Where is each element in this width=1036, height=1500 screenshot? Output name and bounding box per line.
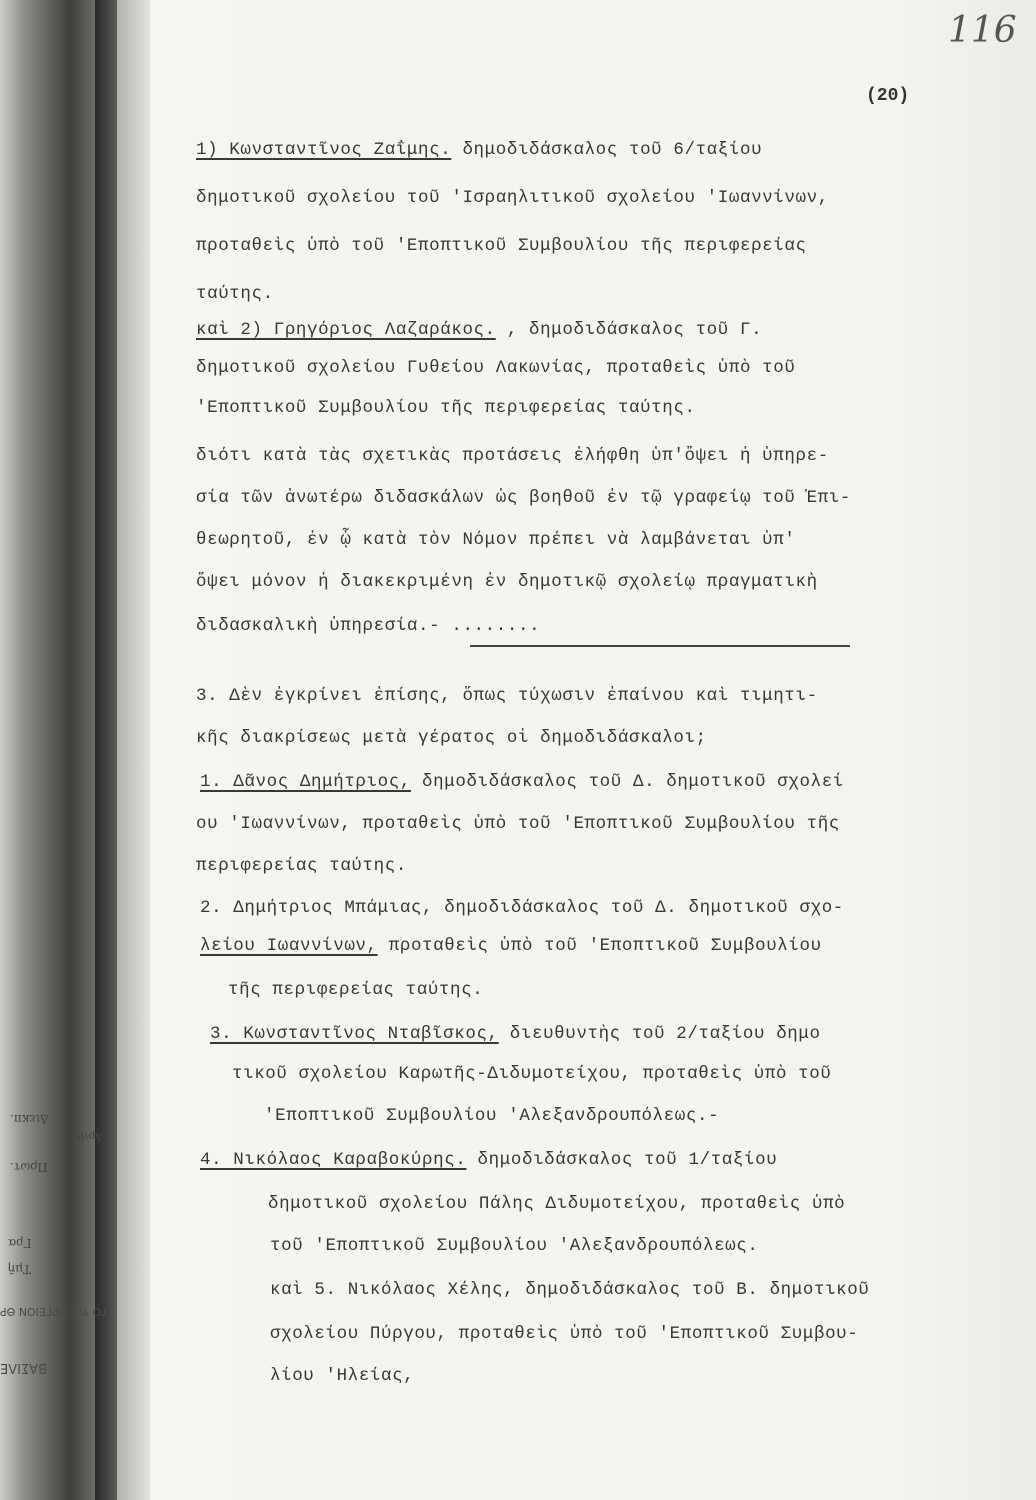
text-line: 4. Νικόλαος Καραβοκύρης. δημοδιδάσκαλος τοῦ 1/ταξίου	[200, 1150, 778, 1170]
text-line: λίου 'Ηλείας,	[270, 1366, 415, 1386]
text-line: 3. Δὲν ἐγκρίνει ἐπίσης, ὅπως τύχωσιν ἐπαίνου καὶ τιμητι-	[196, 686, 818, 706]
spine-bracket-2: Πρωτ.	[10, 1160, 48, 1174]
text-line: διότι κατὰ τὰς σχετικὰς προτάσεις ἐλήφθη ὑπ'ὄψει ἡ ὑπηρε-	[196, 446, 829, 466]
separator-rule	[470, 645, 850, 647]
text-line: 1. Δᾶνος Δημήτριος, δημοδιδάσκαλος τοῦ Δ. δημοτικοῦ σχολεί	[200, 772, 844, 792]
spine-side-text-1: Τμῆ	[8, 1262, 31, 1276]
text-line: διδασκαλικὴ ὑπηρεσία.- ........	[196, 616, 541, 636]
text-line: 'Εποπτικοῦ Συμβουλίου 'Αλεξανδρουπόλεως.-	[264, 1106, 720, 1126]
spine-bracket-1: Διεκπ.	[10, 1112, 49, 1126]
text-line: τοῦ 'Εποπτικοῦ Συμβουλίου 'Αλεξανδρουπόλεως.	[270, 1236, 759, 1256]
spine-bracket-3: Ἀριθ.	[74, 1130, 103, 1143]
text-line: 1) Κωνσταντῖνος Ζαΐμης. δημοδιδάσκαλος τοῦ 6/ταξίου	[196, 140, 763, 160]
text-line: περιφερείας ταύτης.	[196, 856, 407, 876]
text-line: καὶ 2) Γρηγόριος Λαζαράκος. , δημοδιδάσκαλος τοῦ Γ.	[196, 320, 763, 340]
text-line: ὄψει μόνον ἡ διακεκριμένη ἐν δημοτικῷ σχολείῳ πραγματικὴ	[196, 572, 818, 592]
text-line: σία τῶν ἀνωτέρω διδασκάλων ὡς βοηθοῦ ἐν τῷ γραφείῳ τοῦ Ἐπι-	[196, 488, 852, 508]
text-line: κῆς διακρίσεως μετὰ γέρατος οἱ δημοδιδάσκαλοι;	[196, 728, 707, 748]
text-line: θεωρητοῦ, ἐν ᾧ κατὰ τὸν Νόμον πρέπει νὰ λαμβάνεται ὑπ'	[196, 530, 796, 550]
text-line: σχολείου Πύργου, προταθεὶς ὑπὸ τοῦ 'Εποπτικοῦ Συμβου-	[270, 1324, 859, 1344]
text-line: λείου Ιωαννίνων, προταθεὶς ὑπὸ τοῦ 'Εποπτικοῦ Συμβουλίου	[200, 936, 822, 956]
text-line: δημοτικοῦ σχολείου τοῦ 'Ισραηλιτικοῦ σχολείου 'Ιωαννίνων,	[196, 188, 829, 208]
text-line: ου 'Ιωαννίνων, προταθεὶς ὑπὸ τοῦ 'Εποπτικοῦ Συμβουλίου τῆς	[196, 814, 840, 834]
text-line: 3. Κωνσταντῖνος Νταβῖσκος, διευθυντὴς τοῦ 2/ταξίου δημο	[210, 1024, 821, 1044]
spine-stamp-label: ΒΑΣΙΛΕ	[0, 1360, 47, 1375]
text-line: ταύτης.	[196, 284, 274, 304]
text-line: καὶ 5. Νικόλαος Χέλης, δημοδιδάσκαλος τοῦ Β. δημοτικοῦ	[270, 1280, 870, 1300]
text-line: 2. Δημήτριος Μπάμιας, δημοδιδάσκαλος τοῦ Δ. δημοτικοῦ σχο-	[200, 898, 844, 918]
page-sequence-number: (20)	[866, 86, 910, 106]
handwritten-page-number: 116	[948, 10, 1017, 51]
spine-shadow	[95, 0, 117, 1500]
spine-stamp-label-2: ΤΟ ΥΠΟΥΡΓΕΙΟΝ ΘΡ	[0, 1305, 108, 1318]
text-line: προταθεὶς ὑπὸ τοῦ 'Εποπτικοῦ Συμβουλίου τῆς περιφερείας	[196, 236, 807, 256]
spine-side-text-2: Γρα	[8, 1236, 32, 1250]
text-line: 'Εποπτικοῦ Συμβουλίου τῆς περιφερείας ταύτης.	[196, 398, 696, 418]
text-line: τῆς περιφερείας ταύτης.	[228, 980, 484, 1000]
text-line: τικοῦ σχολείου Καρωτῆς-Διδυμοτείχου, προταθεὶς ὑπὸ τοῦ	[232, 1064, 832, 1084]
text-line: δημοτικοῦ σχολείου Πάλης Διδυμοτείχου, προταθεὶς ὑπὸ	[268, 1194, 846, 1214]
text-line: δημοτικοῦ σχολείου Γυθείου Λακωνίας, προταθεὶς ὑπὸ τοῦ	[196, 358, 796, 378]
